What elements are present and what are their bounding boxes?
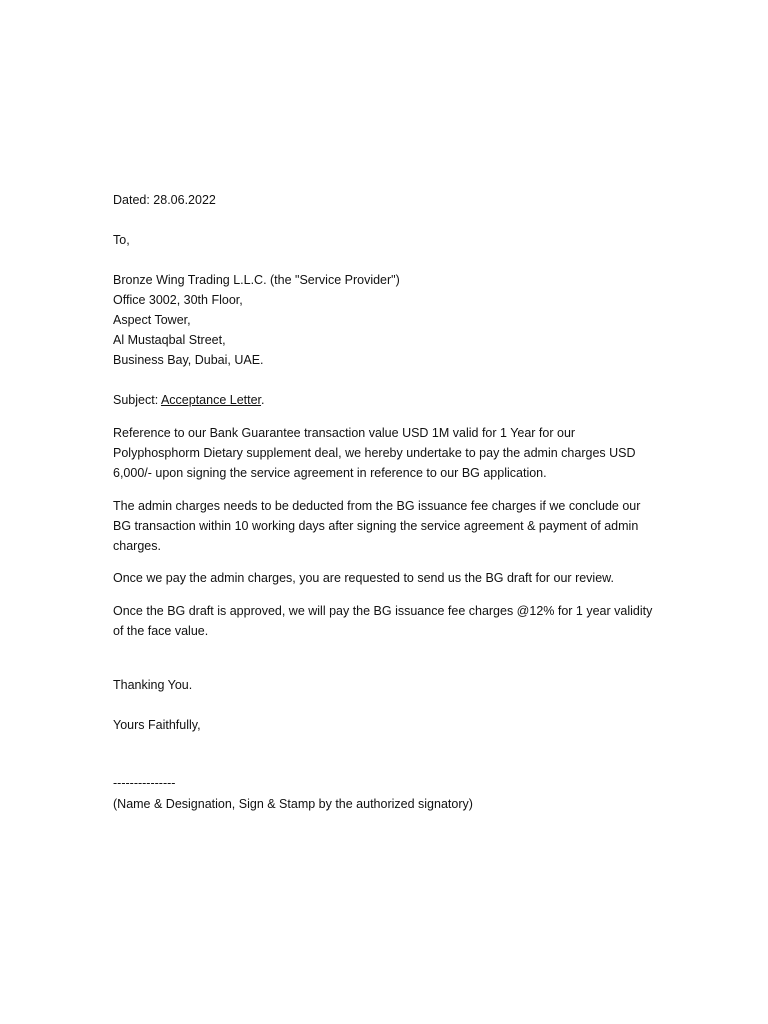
signature-caption: (Name & Designation, Sign & Stamp by the authorized signatory) — [113, 797, 473, 811]
paragraph-line: Reference to our Bank Guarantee transaction value USD 1M valid for 1 Year for our — [113, 426, 576, 440]
paragraph-line: The admin charges needs to be deducted from the BG issuance fee charges if we conclude our — [113, 499, 641, 513]
paragraph-line: Polyphosphorm Dietary supplement deal, we hereby undertake to pay the admin charges USD — [113, 446, 636, 460]
recipient-name: Bronze Wing Trading L.L.C. (the "Service Provider") — [113, 273, 400, 287]
signature-line: --------------- — [113, 776, 176, 790]
recipient-address-line: Office 3002, 30th Floor, — [113, 293, 243, 307]
paragraph-line: Once we pay the admin charges, you are requested to send us the BG draft for our review. — [113, 571, 614, 585]
recipient-address-line: Al Mustaqbal Street, — [113, 333, 226, 347]
subject-label: Subject: — [113, 393, 161, 407]
recipient-address-line: Business Bay, Dubai, UAE. — [113, 353, 264, 367]
paragraph-line: of the face value. — [113, 624, 209, 638]
closing-yours: Yours Faithfully, — [113, 718, 201, 732]
paragraph-line: 6,000/- upon signing the service agreement in reference to our BG application. — [113, 466, 547, 480]
paragraph-line: Once the BG draft is approved, we will pay the BG issuance fee charges @12% for 1 year validity — [113, 604, 653, 618]
closing-thanks: Thanking You. — [113, 678, 193, 692]
subject-end: . — [261, 393, 265, 407]
subject-title: Acceptance Letter — [160, 393, 262, 407]
date-line: Dated: 28.06.2022 — [113, 193, 216, 207]
paragraph-line: charges. — [113, 539, 161, 553]
paragraph-line: BG transaction within 10 working days after signing the service agreement & payment of admin — [113, 519, 639, 533]
salutation-to: To, — [113, 233, 130, 247]
recipient-address-line: Aspect Tower, — [113, 313, 191, 327]
subject-line — [113, 390, 265, 410]
